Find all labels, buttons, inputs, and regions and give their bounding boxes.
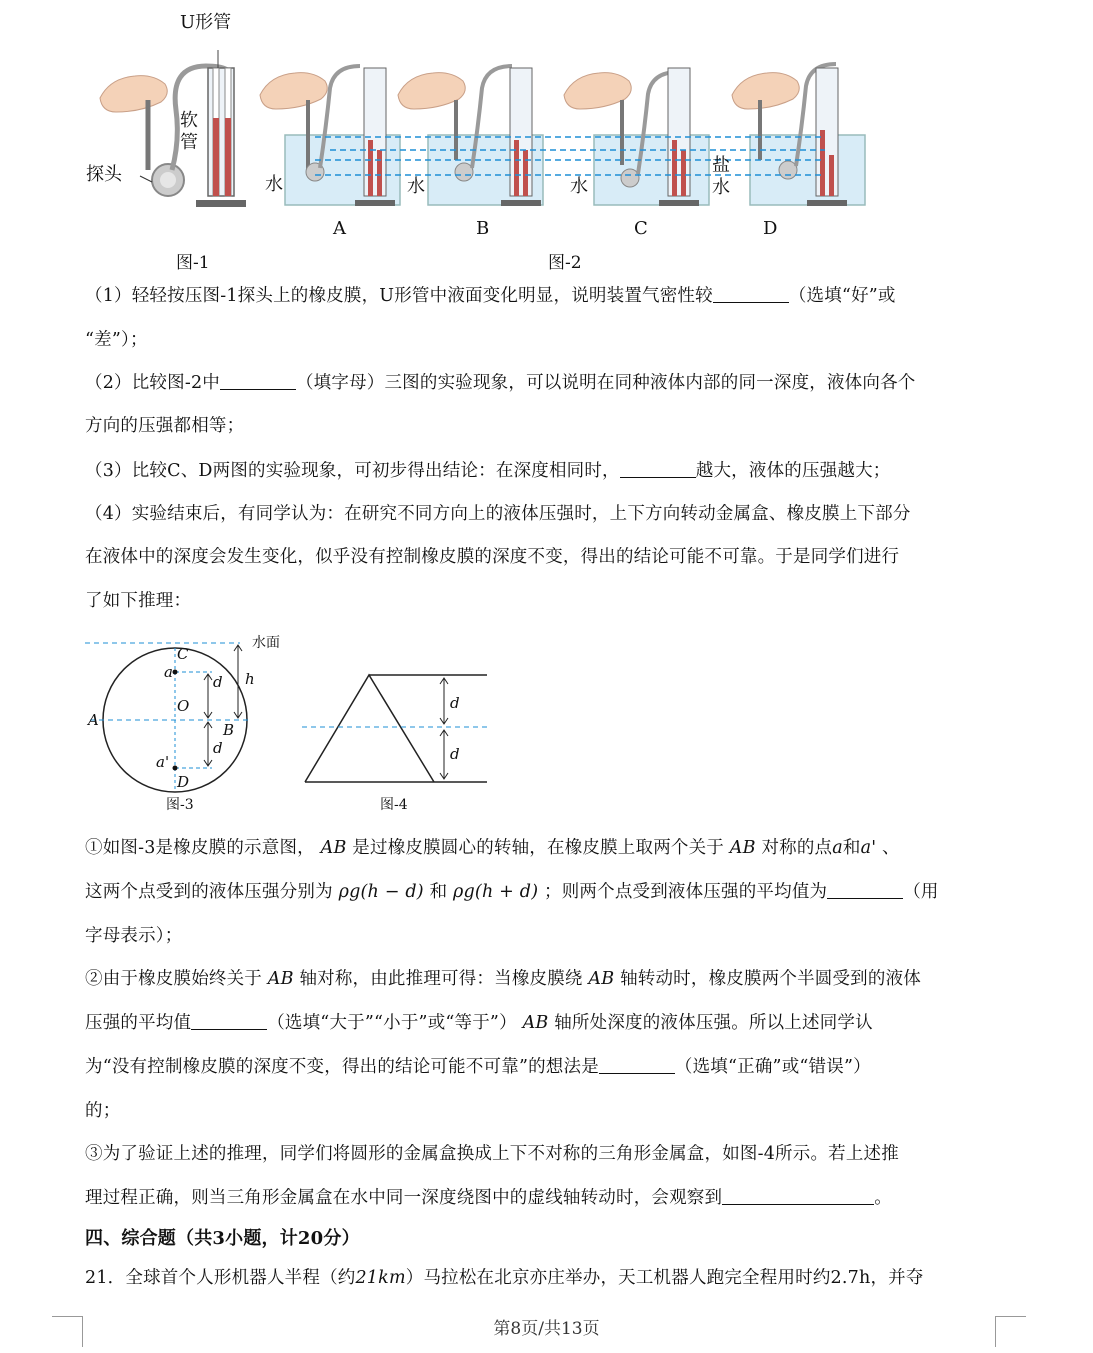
- s2-line-3: [85, 1053, 871, 1078]
- s1-point-a-prime: a': [860, 838, 877, 858]
- fig3-caption: 图-3: [166, 797, 194, 813]
- s1-expr-2: ρg(h + d): [453, 882, 539, 902]
- panel-d: [732, 64, 865, 206]
- probe-label: 探头: [86, 164, 122, 185]
- point-a-left: A: [88, 711, 99, 729]
- point-a: a: [164, 663, 173, 681]
- s1-text-8: ；则两个点受到液体压强的平均值为: [544, 882, 828, 902]
- s2-text-8: （选填“正确”或“错误”）: [674, 1057, 871, 1077]
- s2-text-5: （选填“大于”“小于”或“等于”）: [267, 1013, 517, 1033]
- point-o: O: [177, 697, 190, 715]
- s2-text-4: 压强的平均值: [85, 1013, 192, 1033]
- s1-line-1: [85, 834, 900, 859]
- s2-line-2: [85, 1009, 873, 1034]
- s3-text-1: 理过程正确，则当三角形金属盒在水中同一深度绕图中的虚线轴转动时，会观察到: [85, 1188, 723, 1208]
- s3-blank[interactable]: [722, 1187, 874, 1206]
- fig4-length-d-1: d: [450, 694, 460, 712]
- water-label-b: 水: [407, 176, 425, 197]
- q21-distance: 21km: [355, 1268, 406, 1288]
- s1-expr-1: ρg(h − d): [338, 882, 424, 902]
- panel-letter-d: D: [763, 218, 778, 239]
- salt-water-label: 盐水: [712, 155, 730, 198]
- q1-line-2: “差”）；: [85, 330, 148, 350]
- q1-text-pre: （1）轻轻按压图-1探头上的橡皮膜，U形管中液面变化明显，说明装置气密性较: [85, 286, 713, 306]
- q2-line-1: [85, 369, 915, 394]
- q2-text-pre: （2）比较图-2中: [85, 373, 220, 393]
- length-h: h: [245, 670, 255, 688]
- figure-mid: [80, 628, 510, 818]
- q2-blank[interactable]: [220, 372, 296, 391]
- s1-text-7: 和: [429, 882, 448, 902]
- q4-line-1: （4）实验结束后，有同学认为：在研究不同方向上的液体压强时，上下方向转动金属盒、橡皮膜上下部分: [85, 504, 911, 524]
- s2-ab-3: AB: [522, 1013, 549, 1033]
- s2-line-4: 的；: [85, 1101, 121, 1121]
- s1-point-a: a: [832, 838, 843, 858]
- q4-line-2: 在液体中的深度会发生变化，似乎没有控制橡皮膜的深度不变，得出的结论可能不可靠。于是同学们进行: [85, 547, 900, 567]
- s2-text-3: 轴转动时，橡皮膜两个半圆受到的液体: [620, 969, 921, 989]
- s1-text-3: 对称的点: [761, 838, 833, 858]
- s1-text-6: 这两个点受到的液体压强分别为: [85, 882, 333, 902]
- q3-line: [85, 457, 890, 482]
- s2-text-7: 为“没有控制橡皮膜的深度不变，得出的结论可能不可靠”的想法是: [85, 1057, 599, 1077]
- water-surface-label: 水面: [252, 635, 280, 651]
- water-label-a: 水: [265, 174, 283, 195]
- q1-blank[interactable]: [713, 285, 789, 304]
- s1-line-2: [85, 878, 939, 903]
- length-d-2: d: [213, 739, 223, 757]
- s2-text-2: 轴对称，由此推理可得：当橡皮膜绕: [299, 969, 583, 989]
- s2-text-6: 轴所处深度的液体压强。所以上述同学认: [554, 1013, 873, 1033]
- panel-letter-b: B: [476, 218, 490, 239]
- q3-text-pre: （3）比较C、D两图的实验现象，可初步得出结论：在深度相同时，: [85, 461, 620, 481]
- u-tube-liquid-right: [225, 118, 231, 196]
- fig1-caption: 图-1: [176, 253, 210, 273]
- q21-text-1: 21．全球首个人形机器人半程（约: [85, 1268, 356, 1288]
- panel-letter-a: A: [333, 218, 346, 239]
- length-d-1: d: [213, 673, 223, 691]
- s2-ab-1: AB: [267, 969, 294, 989]
- s3-text-2: 。: [874, 1188, 892, 1208]
- s2-blank-1[interactable]: [191, 1012, 267, 1031]
- q21-line: [85, 1264, 924, 1289]
- figure-2-panels: [260, 64, 865, 206]
- u-tube-liquid-left: [213, 118, 219, 196]
- q3-text-post: 越大，液体的压强越大；: [695, 461, 891, 481]
- q21-text-2: ）马拉松在北京亦庄举办，天工机器人跑完全程用时约2.7h，并夺: [405, 1268, 924, 1288]
- point-b: B: [223, 721, 235, 739]
- point-a-prime: a': [156, 753, 170, 771]
- s1-text-5: 、: [882, 838, 900, 858]
- fig4-caption: 图-4: [380, 797, 408, 813]
- s2-text-1: ②由于橡皮膜始终关于: [85, 969, 262, 989]
- s1-ab-1: AB: [320, 838, 347, 858]
- s1-text-4: 和: [842, 838, 861, 858]
- fig2-caption: 图-2: [548, 253, 582, 273]
- fig4-length-d-2: d: [450, 745, 460, 763]
- s2-blank-2[interactable]: [599, 1056, 675, 1075]
- s1-text-9: （用: [903, 882, 939, 902]
- s1-text-1: ①如图-3是橡皮膜的示意图，: [85, 838, 315, 858]
- point-d: D: [177, 773, 190, 791]
- q1-text-post: （选填“好”或: [788, 286, 896, 306]
- page-footer: 第8页/共13页: [493, 1319, 600, 1339]
- figure-4-triangle: [302, 675, 487, 782]
- q3-blank[interactable]: [620, 460, 696, 479]
- hose-label: 软管: [180, 110, 198, 153]
- section-4-heading: 四、综合题（共3小题，计20分）: [85, 1228, 360, 1249]
- s2-ab-2: AB: [588, 969, 615, 989]
- s2-line-1: [85, 965, 921, 990]
- q1-line-1: [85, 282, 896, 307]
- s3-line-2: [85, 1184, 892, 1209]
- q4-line-3: 了如下推理：: [85, 591, 192, 611]
- q2-text-post: （填字母）三图的实验现象，可以说明在同种液体内部的同一深度，液体向各个: [295, 373, 916, 393]
- s1-blank[interactable]: [827, 881, 903, 900]
- s1-text-2: 是过橡皮膜圆心的转轴，在橡皮膜上取两个关于: [352, 838, 724, 858]
- point-c: C: [177, 645, 189, 663]
- panel-letter-c: C: [634, 218, 648, 239]
- q2-line-2: 方向的压强都相等；: [85, 416, 245, 436]
- s3-line-1: ③为了验证上述的推理，同学们将圆形的金属盒换成上下不对称的三角形金属盒，如图-4所示。若上述推: [85, 1144, 899, 1164]
- water-label-c: 水: [570, 176, 588, 197]
- s1-line-3: 字母表示）；: [85, 926, 183, 946]
- s1-ab-2: AB: [729, 838, 756, 858]
- u-tube-label: U形管: [180, 12, 232, 33]
